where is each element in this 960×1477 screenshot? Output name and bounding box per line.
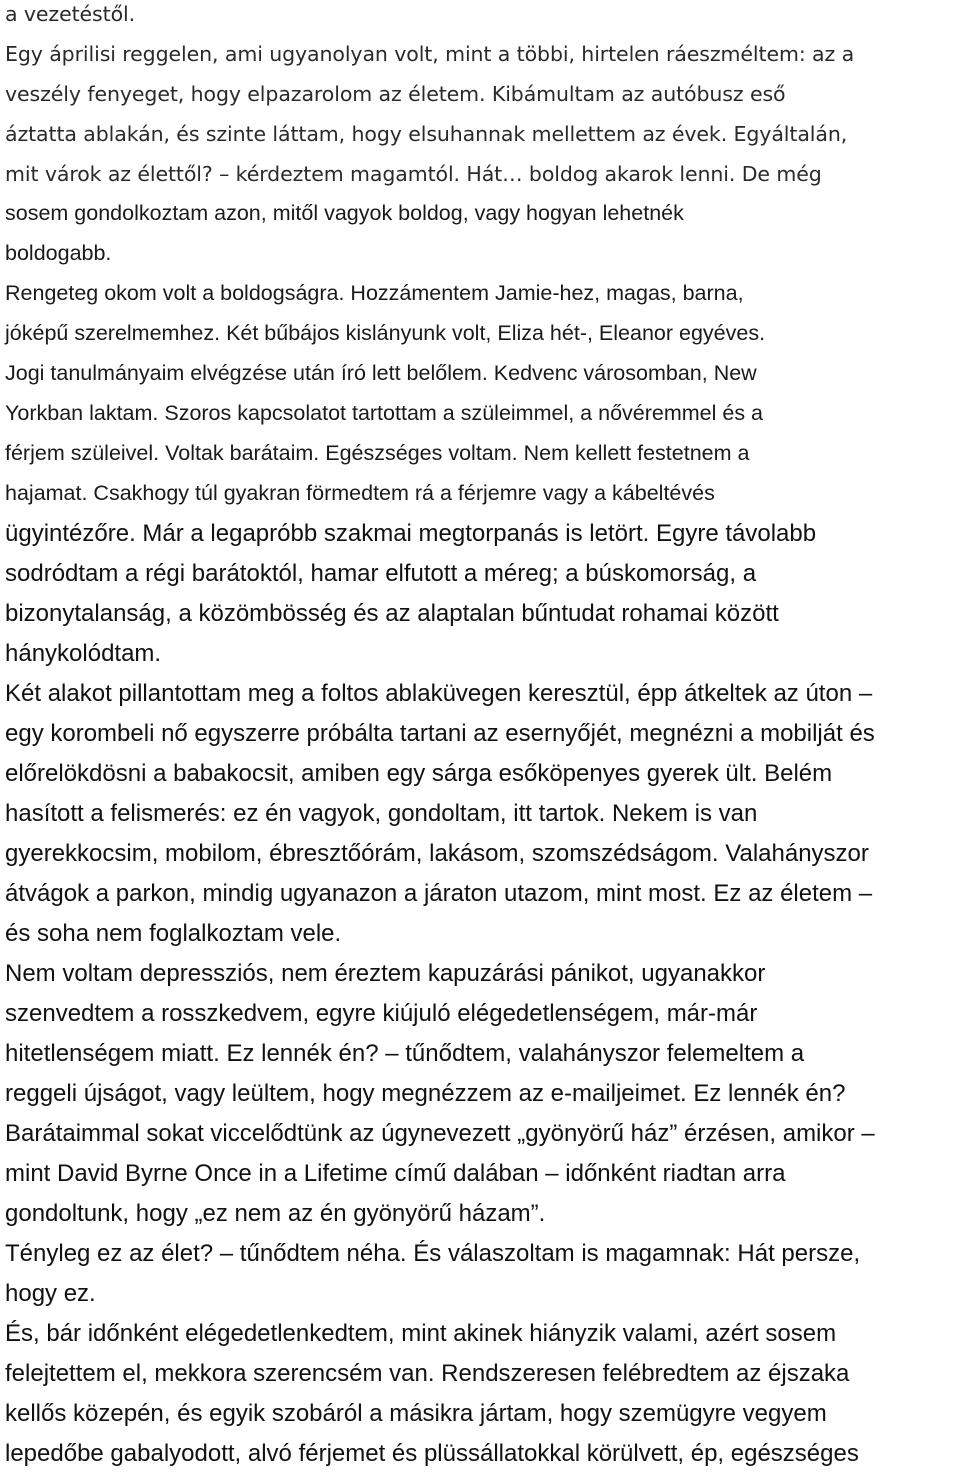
text-line: Tényleg ez az élet? – tűnődtem néha. És válaszoltam is magamnak: Hát persze, xyxy=(5,1240,861,1267)
text-line: hogy ez. xyxy=(5,1280,96,1307)
text-line: egy korombeli nő egyszerre próbálta tartani az esernyőjét, megnézni a mobilját és xyxy=(5,720,875,747)
text-line: hánykolódtam. xyxy=(5,640,162,667)
text-line: és soha nem foglalkoztam vele. xyxy=(5,920,342,947)
text-line: Egy áprilisi reggelen, ami ugyanolyan volt, mint a többi, hirtelen ráeszméltem: az a xyxy=(5,42,855,66)
text-line: Nem voltam depressziós, nem éreztem kapuzárási pánikot, ugyanakkor xyxy=(5,960,766,987)
text-line: sosem gondolkoztam azon, mitől vagyok boldog, vagy hogyan lehetnék xyxy=(5,201,684,225)
text-line: hasított a felismerés: ez én vagyok, gondoltam, itt tartok. Nekem is van xyxy=(5,800,758,827)
text-line: És, bár időnként elégedetlenkedtem, mint akinek hiányzik valami, azért sosem xyxy=(5,1320,837,1347)
text-line: ügyintézőre. Már a legapróbb szakmai megtorpanás is letört. Egyre távolabb xyxy=(5,520,817,547)
text-line: bizonytalanság, a közömbösség és az alaptalan bűntudat rohamai között xyxy=(5,600,779,627)
text-line: előrelökdösni a babakocsit, amiben egy sárga esőköpenyes gyerek ült. Belém xyxy=(5,760,833,787)
text-line: Yorkban laktam. Szoros kapcsolatot tartottam a szüleimmel, a nővéremmel és a xyxy=(5,401,764,425)
text-line: Barátaimmal sokat viccelődtünk az úgynevezett „gyönyörű ház” érzésen, amikor – xyxy=(5,1120,875,1147)
text-line: hajamat. Csakhogy túl gyakran förmedtem rá a férjemre vagy a kábeltévés xyxy=(5,481,715,505)
text-line: veszély fenyeget, hogy elpazarolom az életem. Kibámultam az autóbusz eső xyxy=(5,82,786,106)
text-line: a vezetéstől. xyxy=(5,2,136,26)
text-line: Rengeteg okom volt a boldogságra. Hozzámentem Jamie-hez, magas, barna, xyxy=(5,281,744,305)
text-line: reggeli újságot, vagy leültem, hogy megnézzem az e-mailjeimet. Ez lennék én? xyxy=(5,1080,846,1107)
text-line: felejtettem el, mekkora szerencsém van. Rendszeresen felébredtem az éjszaka xyxy=(5,1360,850,1387)
text-line: szenvedtem a rosszkedvem, egyre kiújuló elégedetlenségem, már-már xyxy=(5,1000,758,1027)
text-line: mit várok az élettől? – kérdeztem magamtól. Hát… boldog akarok lenni. De még xyxy=(5,162,822,186)
text-line: kellős közepén, és egyik szobáról a másikra jártam, hogy szemügyre vegyem xyxy=(5,1400,827,1427)
text-line: lepedőbe gabalyodott, alvó férjemet és plüssállatokkal körülvett, ép, egészséges xyxy=(5,1440,859,1467)
text-line: hitetlenségem miatt. Ez lennék én? – tűnődtem, valahányszor felemeltem a xyxy=(5,1040,805,1067)
text-line: jóképű szerelmemhez. Két bűbájos kislányunk volt, Eliza hét-, Eleanor egyéves. xyxy=(5,321,766,345)
text-line: boldogabb. xyxy=(5,241,112,265)
text-line: átvágok a parkon, mindig ugyanazon a járaton utazom, mint most. Ez az életem – xyxy=(5,880,873,907)
text-line: áztatta ablakán, és szinte láttam, hogy elsuhannak mellettem az évek. Egyáltalán, xyxy=(5,122,848,146)
text-line: férjem szüleivel. Voltak barátaim. Egészséges voltam. Nem kellett festetnem a xyxy=(5,441,750,465)
text-line: mint David Byrne Once in a Lifetime című dalában – időnként riadtan arra xyxy=(5,1160,786,1187)
text-line: Két alakot pillantottam meg a foltos ablaküvegen keresztül, épp átkeltek az úton – xyxy=(5,680,873,707)
text-line: gondoltunk, hogy „ez nem az én gyönyörű házam”. xyxy=(5,1200,546,1227)
text-line: gyerekkocsim, mobilom, ébresztőórám, lakásom, szomszédságom. Valahányszor xyxy=(5,840,869,867)
text-line: sodródtam a régi barátoktól, hamar elfutott a méreg; a búskomorság, a xyxy=(5,560,757,587)
text-line: Jogi tanulmányaim elvégzése után író lett belőlem. Kedvenc városomban, New xyxy=(5,361,757,385)
